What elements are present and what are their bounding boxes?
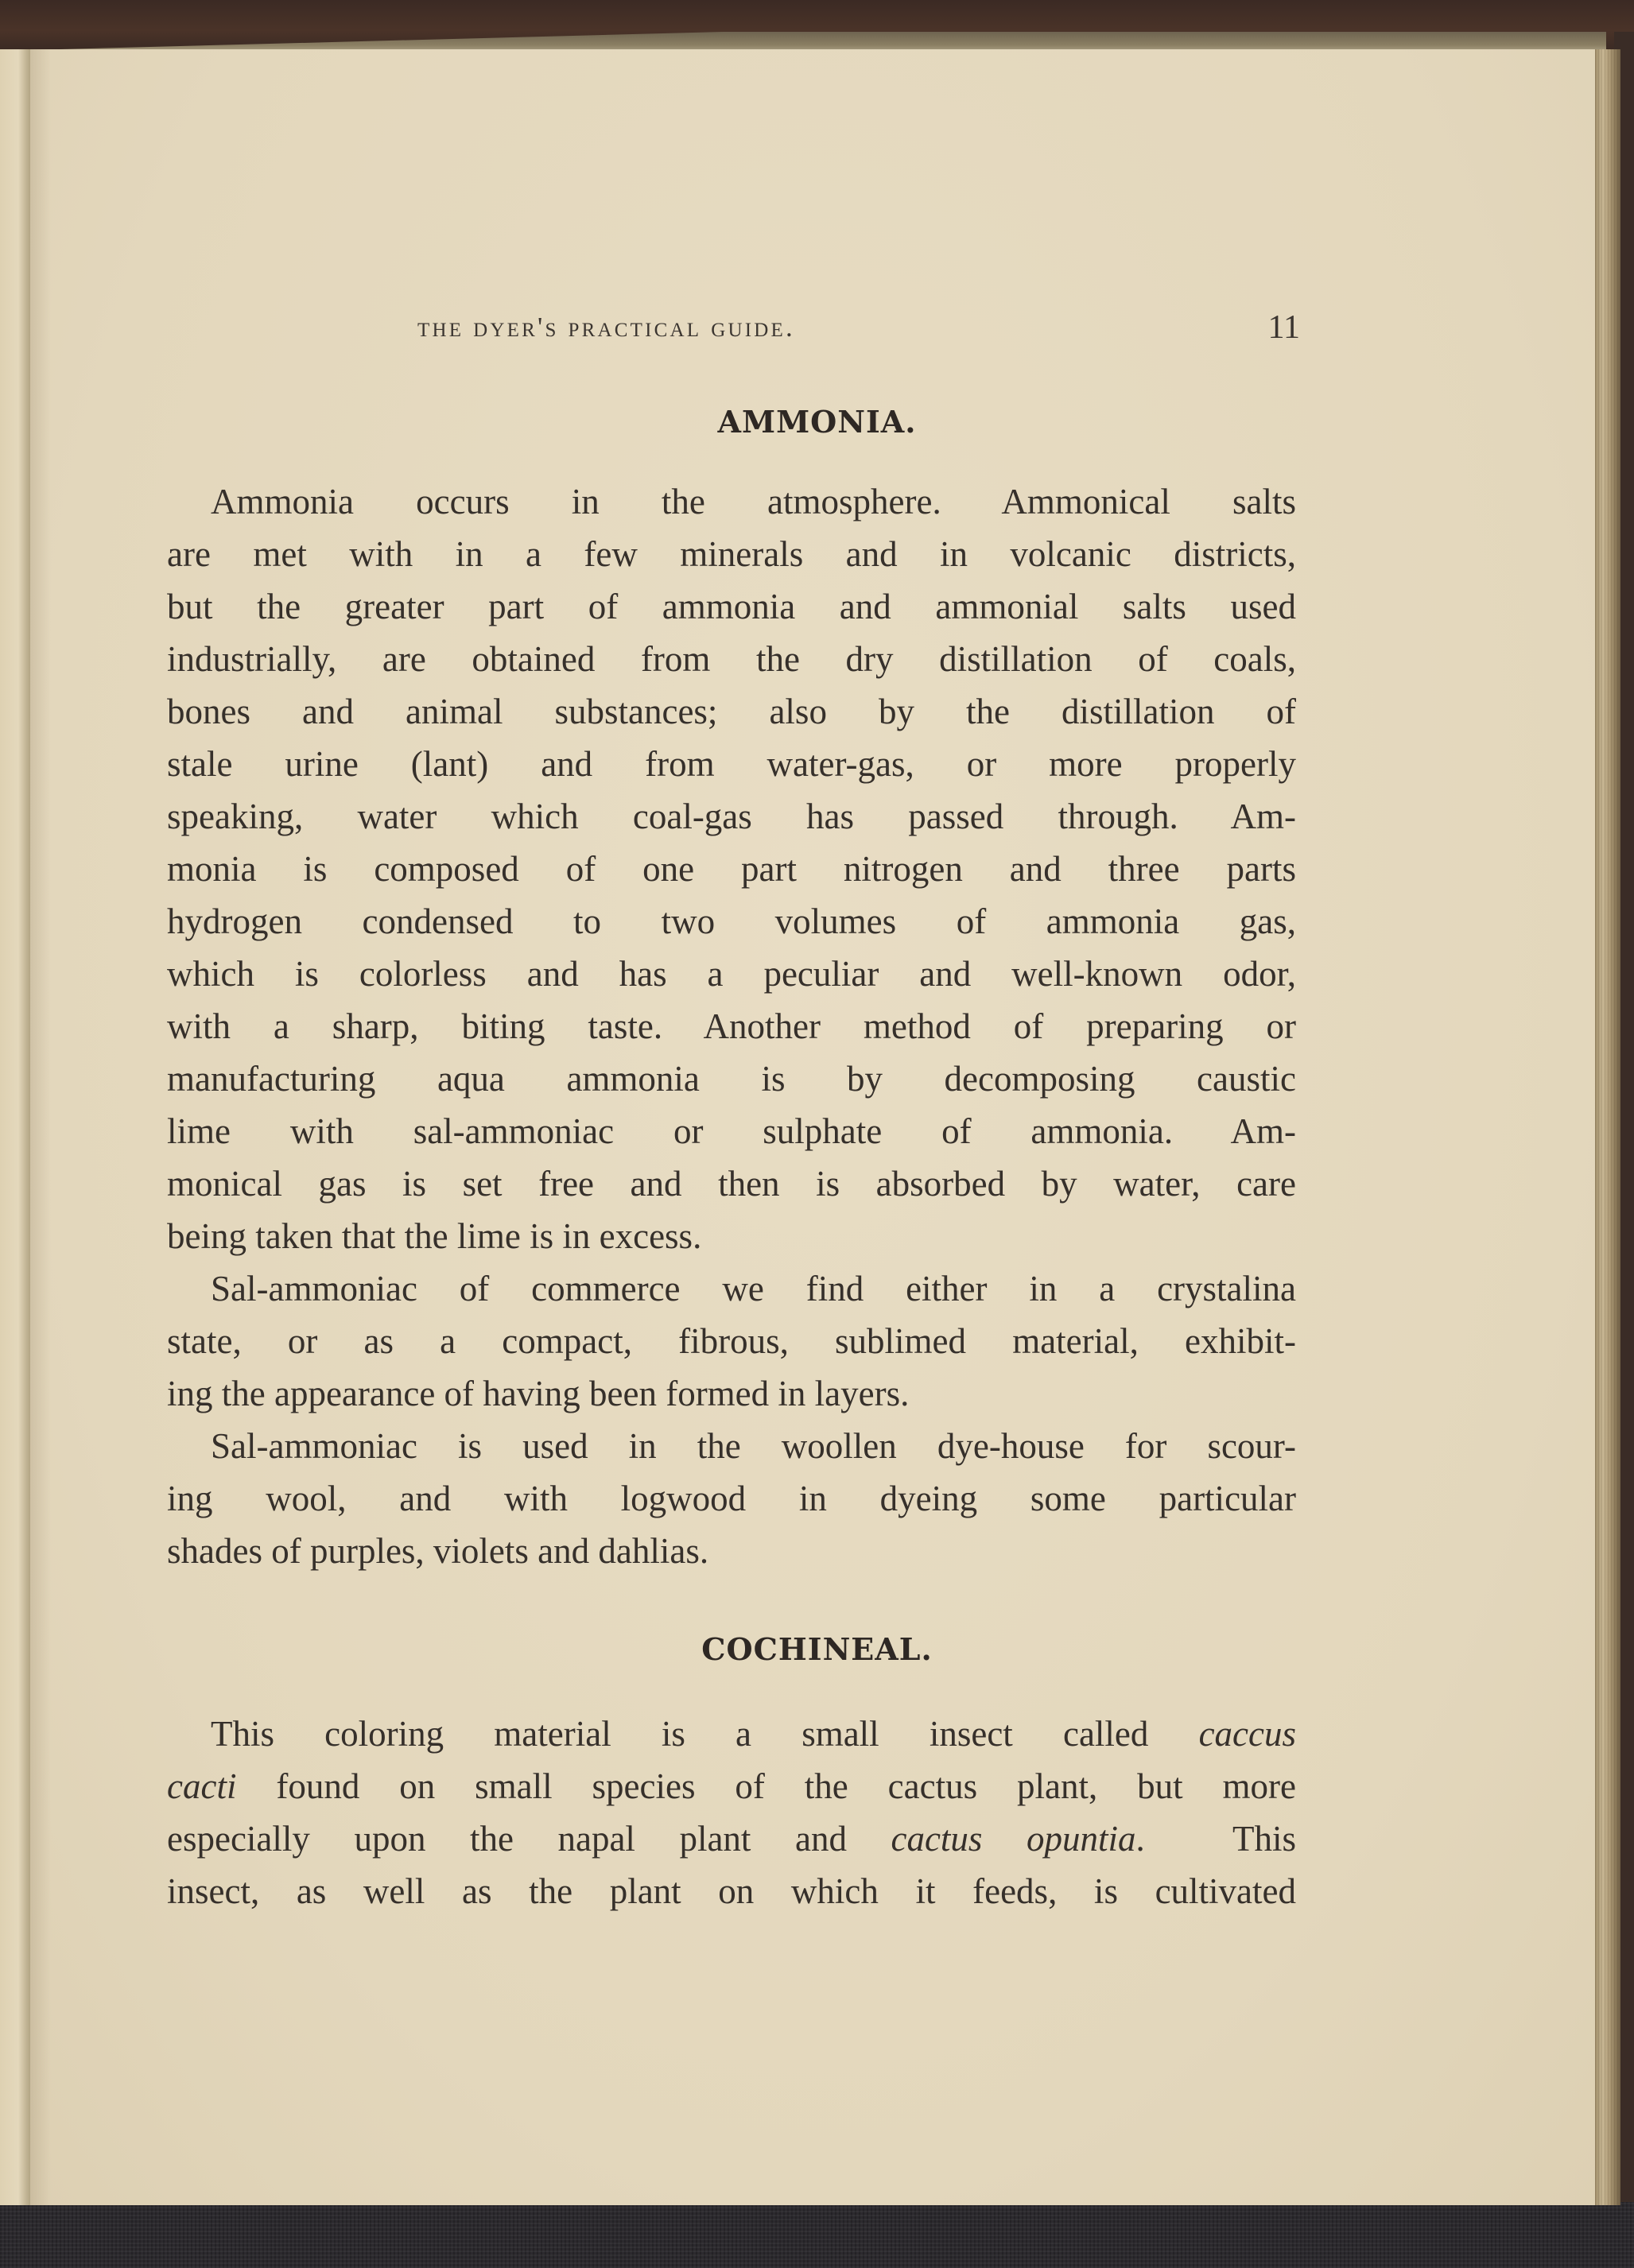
running-head	[417, 309, 1300, 351]
text-line: lime with sal-ammoniac or sulphate of ammonia. Am-	[167, 1111, 1296, 1151]
page-number: 11	[1267, 309, 1300, 346]
text-line: stale urine (lant) and from water-gas, or more properly	[167, 744, 1296, 784]
text-line: monia is composed of one part nitrogen and three parts	[167, 849, 1296, 889]
text-line: speaking, water which coal-gas has passed through. Am-	[167, 797, 1296, 836]
paragraph-cochineal-intro	[167, 1708, 1296, 1917]
text-line: state, or as a compact, fibrous, sublimed material, exhibit-	[167, 1321, 1296, 1361]
text-line: shades of purples, violets and dahlias.	[167, 1531, 709, 1571]
text-line: Sal-ammoniac of commerce we find either in a crystalina	[211, 1269, 1296, 1308]
text-line: monical gas is set free and then is absorbed by water, care	[167, 1164, 1296, 1204]
italic-term: caccus	[1198, 1714, 1296, 1754]
text-line	[167, 1760, 1296, 1812]
text-line: Sal-ammoniac is used in the woollen dye-house for scour-	[211, 1426, 1296, 1466]
book-cover-cloth-bottom	[0, 2202, 1634, 2268]
paragraph-sal-ammoniac-commerce	[167, 1262, 1296, 1420]
text-run: This coloring material is a small insect called	[211, 1714, 1199, 1754]
text-line: with a sharp, biting taste. Another method of preparing or	[167, 1006, 1296, 1046]
text-line: industrially, are obtained from the dry distillation of coals,	[167, 639, 1296, 679]
paragraph-sal-ammoniac-uses	[167, 1420, 1296, 1577]
page-stack-fore-edge	[1595, 49, 1620, 2205]
text-line: insect, as well as the plant on which it feeds, is cultivated	[167, 1871, 1296, 1911]
text-line: being taken that the lime is in excess.	[167, 1216, 702, 1256]
text-line: are met with in a few minerals and in volcanic districts,	[167, 534, 1296, 574]
text-run: found on small species of the cactus plant, but more	[236, 1766, 1296, 1806]
text-line: hydrogen condensed to two volumes of ammonia gas,	[167, 901, 1296, 941]
paragraph-ammonia-intro	[167, 475, 1296, 1262]
section-heading-ammonia: AMMONIA.	[717, 404, 917, 440]
text-run: especially upon the napal plant and	[167, 1819, 891, 1859]
italic-term: cactus opuntia	[891, 1819, 1136, 1859]
text-line: ing the appearance of having been formed in layers.	[167, 1374, 910, 1413]
text-line: but the greater part of ammonia and ammonial salts used	[167, 587, 1296, 626]
facing-page-edge	[0, 49, 30, 2205]
italic-term: cacti	[167, 1766, 237, 1806]
text-line	[167, 1812, 1296, 1865]
text-run: . This	[1135, 1819, 1296, 1859]
text-line	[167, 1708, 1296, 1760]
running-title: the dyer's practical guide.	[417, 312, 795, 343]
text-line: ing wool, and with logwood in dyeing some particular	[167, 1479, 1296, 1518]
text-line: bones and animal substances; also by the distillation of	[167, 692, 1296, 731]
section-heading-cochineal: COCHINEAL.	[701, 1631, 933, 1667]
text-line: manufacturing aqua ammonia is by decomposing caustic	[167, 1059, 1296, 1099]
text-line: Ammonia occurs in the atmosphere. Ammonical salts	[211, 482, 1296, 521]
text-line: which is colorless and has a peculiar and well-known odor,	[167, 954, 1296, 994]
